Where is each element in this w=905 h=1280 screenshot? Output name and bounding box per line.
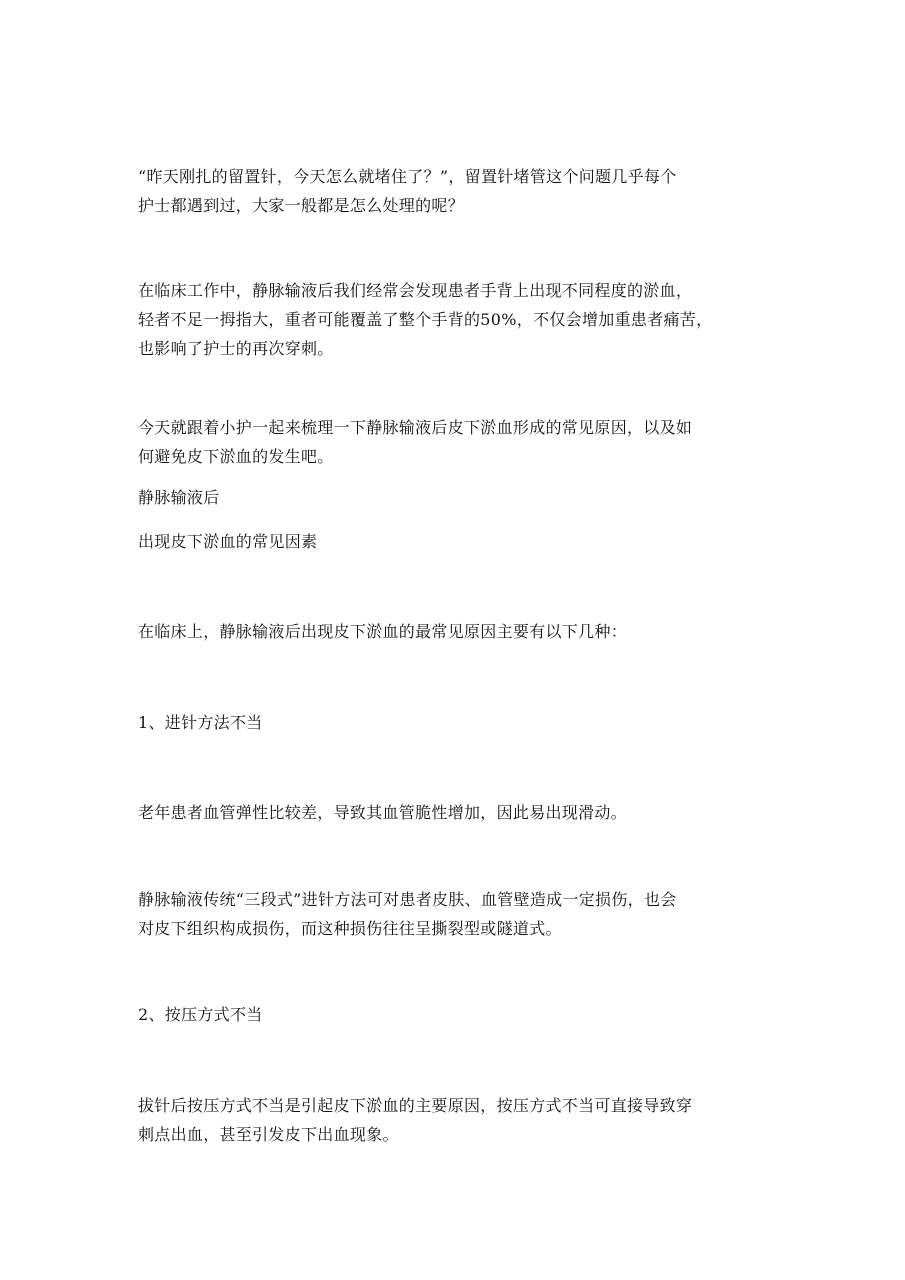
text-line: 1、进针方法不当 [138,713,263,732]
text-line: 2、按压方式不当 [138,1005,263,1024]
text-line: 今天就跟着小护一起来梳理一下静脉输液后皮下淤血形成的常见原因，以及如 [138,418,693,437]
text-line: 在临床工作中，静脉输液后我们经常会发现患者手背上出现不同程度的淤血， [138,281,693,300]
text-line: “昨天刚扎的留置针，今天怎么就堵住了？”，留置针堵管这个问题几乎每个 [138,167,677,186]
text-line: 轻者不足一拇指大，重者可能覆盖了整个手背的50%，不仅会增加重患者痛苦， [138,310,713,329]
text-line: 拔针后按压方式不当是引起皮下淤血的主要原因，按压方式不当可直接导致穿 [138,1096,693,1115]
paragraph-cause-1-elderly [138,798,768,827]
paragraph-clinical-observation [138,276,768,363]
section-heading-line2 [138,527,768,556]
paragraph-causes-intro [138,617,768,646]
text-line: 刺点出血，甚至引发皮下出血现象。 [138,1125,399,1144]
paragraph-purpose [138,413,768,471]
text-line: 出现皮下淤血的常见因素 [138,532,318,551]
section-heading-line1 [138,483,768,512]
paragraph-intro-question [138,162,768,220]
paragraph-cause-2-detail [138,1091,768,1149]
text-line: 对皮下组织构成损伤，而这种损伤往往呈撕裂型或隧道式。 [138,919,562,938]
cause-1-heading [138,708,768,737]
text-line: 也影响了护士的再次穿刺。 [138,339,334,358]
text-line: 静脉输液后 [138,488,220,507]
cause-2-heading [138,1000,768,1029]
text-line: 何避免皮下淤血的发生吧。 [138,447,334,466]
text-line: 护士都遇到过，大家一般都是怎么处理的呢？ [138,196,465,215]
text-line: 在临床上，静脉输液后出现皮下淤血的最常见原因主要有以下几种： [138,622,628,641]
paragraph-cause-1-three-stage [138,885,768,943]
text-line: 老年患者血管弹性比较差，导致其血管脆性增加，因此易出现滑动。 [138,803,628,822]
text-line: 静脉输液传统“三段式”进针方法可对患者皮肤、血管壁造成一定损伤，也会 [138,890,677,909]
